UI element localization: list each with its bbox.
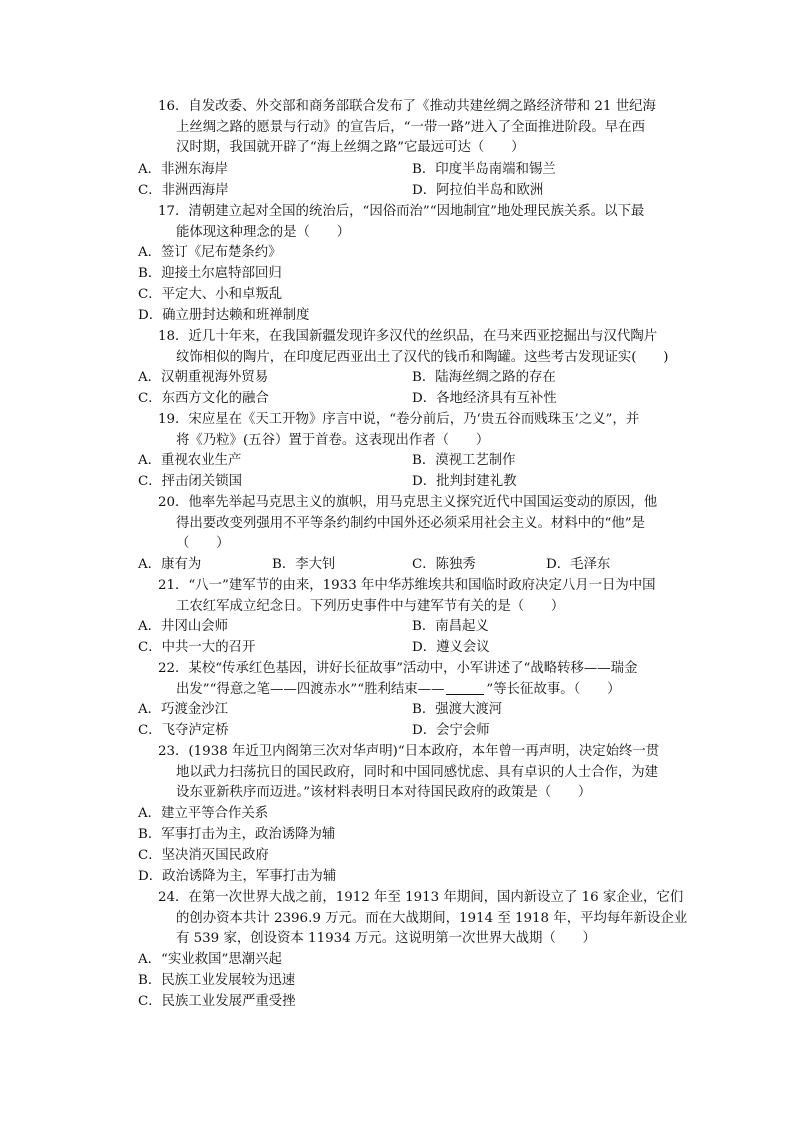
question-23-line-2: 地以武力扫荡抗日的国民政府，同时和中国同感忧虑、具有卓识的人士合作，为建 <box>176 764 659 780</box>
question-20-option-d[interactable]: D．毛泽东 <box>546 557 611 572</box>
question-16-option-d[interactable]: D．阿拉伯半岛和欧洲 <box>412 183 544 198</box>
question-24-line-3: 有 539 家，创设资本 11934 万元。这说明第一次世界大战期（ ） <box>176 931 596 946</box>
question-16-line-2: 上丝绸之路的愿景与行动》的宣告后，“一带一路”进入了全面推进阶段。早在西 <box>176 119 645 135</box>
question-18-option-d[interactable]: D．各地经济具有互补性 <box>412 391 557 406</box>
question-19-line-2: 将《乃粒》(五谷）置于首卷。这表现出作者（ ） <box>176 432 490 448</box>
question-22-line-1: 22．某校“传承红色基因，讲好长征故事”活动中，小军讲述了“战略转移——瑞金 <box>158 661 638 676</box>
question-17-line-1: 17．清朝建立起对全国的统治后，“因俗而治”“因地制宜”地处理民族关系。以下最 <box>158 204 645 219</box>
question-24-option-c[interactable]: C．民族工业发展严重受挫 <box>138 994 296 1009</box>
question-21-option-c[interactable]: C．中共一大的召开 <box>138 640 256 655</box>
question-16-option-c[interactable]: C．非洲西海岸 <box>138 183 229 198</box>
question-21-line-1: 21．“八一”建军节的由来，1933 年中华苏维埃共和国临时政府决定八月一日为中国 <box>158 578 656 593</box>
question-24-option-a[interactable]: A．“实业救国”思潮兴起 <box>138 952 282 967</box>
question-16-line-1: 16．自发改委、外交部和商务部联合发布了《推动共建丝绸之路经济带和 21 世纪海 <box>158 99 656 114</box>
question-21-option-d[interactable]: D．遵义会议 <box>412 640 490 655</box>
question-22 <box>158 659 678 700</box>
question-16 <box>158 97 678 159</box>
question-23 <box>158 742 678 804</box>
question-23-option-c[interactable]: C．坚决消灭国民政府 <box>138 848 269 863</box>
question-22-option-d[interactable]: D．会宁会师 <box>412 723 490 738</box>
question-16-option-b[interactable]: B．印度半岛南端和锡兰 <box>412 162 556 177</box>
question-17 <box>158 202 678 243</box>
question-20-option-c[interactable]: C．陈独秀 <box>412 557 476 572</box>
question-18-option-c[interactable]: C．东西方文化的融合 <box>138 391 269 406</box>
question-19-option-b[interactable]: B．漠视工艺制作 <box>412 453 516 468</box>
question-20-line-2: 得出要改变列强用不平等条约制约中国外还必须采用社会主义。材料中的“他”是 <box>176 515 645 531</box>
question-22-option-b[interactable]: B．强渡大渡河 <box>412 702 503 717</box>
question-16-option-a[interactable]: A．非洲东海岸 <box>138 162 229 177</box>
question-17-option-a[interactable]: A．签订《尼布楚条约》 <box>138 245 282 260</box>
question-21 <box>158 576 678 617</box>
question-23-line-3: 设东亚新秩序而迈进。”该材料表明日本对待国民政府的政策是（ ） <box>176 785 592 800</box>
question-19-option-c[interactable]: C．抨击闭关锁国 <box>138 474 242 489</box>
question-16-line-3: 汉时期，我国就开辟了“海上丝绸之路”它最远可达（ ） <box>176 140 525 155</box>
question-21-option-a[interactable]: A．井冈山会师 <box>138 619 229 634</box>
question-21-option-b[interactable]: B．南昌起义 <box>412 619 489 634</box>
question-19-line-1: 19．宋应星在《天工开物》序言中说，“卷分前后，乃‘贵五谷而贱珠玉’之义”，并 <box>158 412 640 427</box>
question-23-option-b[interactable]: B．军事打击为主，政治诱降为辅 <box>138 827 336 842</box>
question-17-line-2: 能体现这种理念的是（ ） <box>176 224 351 240</box>
question-19-option-d[interactable]: D．批判封建礼教 <box>412 474 517 489</box>
question-24-option-b[interactable]: B．民族工业发展较为迅速 <box>138 973 296 988</box>
question-24 <box>158 888 688 950</box>
question-17-option-d[interactable]: D．确立册封达赖和班禅制度 <box>138 308 310 323</box>
question-23-line-1: 23．(1938 年近卫内阁第三次对华声明)“日本政府，本年曾一再声明，决定始终一贯 <box>158 744 660 759</box>
question-23-option-d[interactable]: D．政治诱降为主，军事打击为辅 <box>138 869 337 884</box>
question-24-line-2: 的创办资本共计 2396.9 万元。而在大战期间，1914 至 1918 年，平均每年新设企业 <box>176 910 688 926</box>
question-24-line-1: 24．在第一次世界大战之前，1912 年至 1913 年期间，国内新设立了 16 家企业，它们 <box>158 890 684 905</box>
question-18 <box>158 327 678 368</box>
question-20-option-b[interactable]: B．李大钊 <box>272 557 336 572</box>
answer-blank[interactable] <box>446 680 484 695</box>
question-17-option-b[interactable]: B．迎接土尔扈特部回归 <box>138 266 282 281</box>
question-19 <box>158 410 678 451</box>
question-19-option-a[interactable]: A．重视农业生产 <box>138 453 242 468</box>
question-23-option-a[interactable]: A．建立平等合作关系 <box>138 806 269 821</box>
question-18-line-1: 18．近几十年来，在我国新疆发现许多汉代的丝织品，在马来西亚挖掘出与汉代陶片 <box>158 329 658 344</box>
question-22-line-2 <box>158 680 678 701</box>
question-20-line-1: 20．他率先举起马克思主义的旗帜，用马克思主义探究近代中国国运变动的原因，他 <box>158 495 658 510</box>
question-18-line-2: 纹饰相似的陶片，在印度尼西亚出土了汉代的钱币和陶罐。这些考古发现证实( ) <box>176 349 669 365</box>
question-20 <box>158 493 678 555</box>
question-18-option-a[interactable]: A．汉朝重视海外贸易 <box>138 370 269 385</box>
question-18-option-b[interactable]: B．陆海丝绸之路的存在 <box>412 370 556 385</box>
question-20-option-a[interactable]: A．康有为 <box>138 557 202 572</box>
question-20-line-3: （ ） <box>176 536 230 551</box>
question-22-line-2-after: ”等长征故事。（ ） <box>486 681 621 697</box>
question-17-option-c[interactable]: C．平定大、小和卓叛乱 <box>138 287 283 302</box>
question-22-option-c[interactable]: C．飞夺泸定桥 <box>138 723 229 738</box>
question-22-option-a[interactable]: A．巧渡金沙江 <box>138 702 229 717</box>
question-22-line-2-before: 出发”“得意之笔——四渡赤水”“胜利结束—— <box>176 681 445 697</box>
question-21-line-2: 工农红军成立纪念日。下列历史事件中与建军节有关的是（ ） <box>176 598 565 614</box>
